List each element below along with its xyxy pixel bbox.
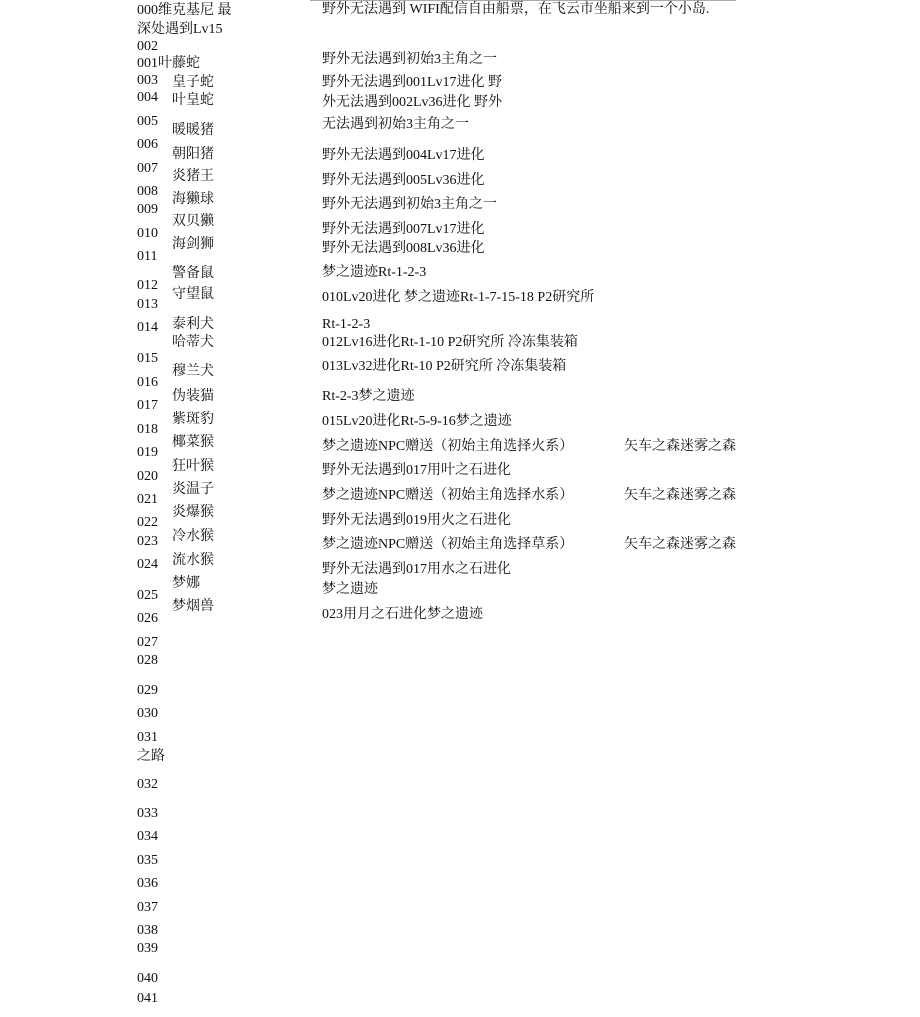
entry-number: 012	[137, 278, 158, 293]
entry-number: 013	[137, 297, 158, 312]
encounter-description: 野外无法遇到004Lv17进化	[322, 148, 485, 163]
pokemon-name: 伪装猫	[172, 389, 214, 404]
pokemon-name: 炎爆猴	[172, 505, 214, 520]
encounter-description: 野外无法遇到008Lv36进化	[322, 241, 485, 256]
location-text: 矢车之森迷雾之森	[624, 537, 736, 552]
entry-number: 024	[137, 557, 158, 572]
entry-number: 035	[137, 853, 158, 868]
entry-number: 021	[137, 492, 158, 507]
entry-number: 039	[137, 941, 158, 956]
entry-number: 033	[137, 806, 158, 821]
encounter-description: 野外无法遇到019用火之石进化	[322, 513, 511, 528]
encounter-description: 012Lv16进化Rt-1-10 P2研究所 冷冻集装箱	[322, 335, 578, 350]
pokemon-name: 海剑狮	[172, 237, 214, 252]
encounter-description: 外无法遇到002Lv36进化 野外	[322, 95, 503, 110]
encounter-description: Rt-1-2-3	[322, 317, 371, 332]
entry-number: 深处遇到Lv15	[137, 22, 223, 37]
entry-number: 006	[137, 137, 158, 152]
entry-number: 022	[137, 515, 158, 530]
pokemon-name: 警备鼠	[172, 266, 214, 281]
entry-number: 031	[137, 730, 158, 745]
pokemon-name: 皇子蛇	[172, 75, 214, 90]
entry-number: 038	[137, 923, 158, 938]
pokemon-name: 双贝獭	[172, 214, 214, 229]
entry-number: 009	[137, 202, 158, 217]
entry-number: 014	[137, 320, 158, 335]
entry-number: 003	[137, 73, 158, 88]
pokemon-name: 暖暖猪	[172, 123, 214, 138]
pokemon-name: 椰菜猴	[172, 435, 214, 450]
pokemon-name: 海獭球	[172, 192, 214, 207]
entry-number: 030	[137, 706, 158, 721]
pokemon-name: 梦烟兽	[172, 599, 214, 614]
pokemon-name: 叶皇蛇	[172, 93, 214, 108]
pokemon-name: 冷水猴	[172, 529, 214, 544]
encounter-description: 野外无法遇到初始3主角之一	[322, 52, 497, 67]
encounter-description: 野外无法遇到007Lv17进化	[322, 222, 485, 237]
entry-number: 010	[137, 226, 158, 241]
entry-number: 000维克基尼 最	[137, 3, 232, 18]
entry-number: 029	[137, 683, 158, 698]
entry-number: 028	[137, 653, 158, 668]
entry-number: 036	[137, 876, 158, 891]
entry-number: 017	[137, 398, 158, 413]
encounter-description: 野外无法遇到017用叶之石进化	[322, 463, 511, 478]
encounter-description: 梦之遗迹	[322, 582, 378, 597]
encounter-description: 023用月之石进化梦之遗迹	[322, 607, 483, 622]
entry-number: 025	[137, 588, 158, 603]
pokemon-name: 流水猴	[172, 553, 214, 568]
entry-number: 005	[137, 114, 158, 129]
entry-number: 008	[137, 184, 158, 199]
pokemon-name: 炎猪王	[172, 169, 214, 184]
encounter-description: 015Lv20进化Rt-5-9-16梦之遗迹	[322, 414, 512, 429]
entry-number: 041	[137, 991, 158, 1006]
pokemon-name: 梦娜	[172, 576, 200, 591]
encounter-description: 010Lv20进化 梦之遗迹Rt-1-7-15-18 P2研究所	[322, 290, 595, 305]
pokemon-name: 朝阳猪	[172, 147, 214, 162]
entry-number: 007	[137, 161, 158, 176]
pokemon-name: 泰利犬	[172, 317, 214, 332]
pokemon-name: 穆兰犬	[172, 364, 214, 379]
entry-number: 015	[137, 351, 158, 366]
entry-number: 011	[137, 249, 158, 264]
pokemon-name: 紫斑豹	[172, 412, 214, 427]
encounter-description: 梦之遗迹NPC赠送（初始主角选择火系）	[322, 439, 574, 454]
encounter-description: 野外无法遇到初始3主角之一	[322, 197, 497, 212]
encounter-description: 梦之遗迹NPC赠送（初始主角选择草系）	[322, 537, 574, 552]
pokemon-name: 哈蒂犬	[172, 335, 214, 350]
entry-number: 037	[137, 900, 158, 915]
entry-number: 023	[137, 534, 158, 549]
entry-number: 034	[137, 829, 158, 844]
top-rule	[310, 0, 736, 1]
encounter-description: 野外无法遇到001Lv17进化 野	[322, 75, 503, 90]
entry-number: 032	[137, 777, 158, 792]
entry-number: 026	[137, 611, 158, 626]
encounter-description: 无法遇到初始3主角之一	[322, 117, 469, 132]
entry-number: 004	[137, 90, 158, 105]
pokemon-name: 狂叶猴	[172, 459, 214, 474]
entry-number: 019	[137, 445, 158, 460]
encounter-description: 013Lv32进化Rt-10 P2研究所 冷冻集装箱	[322, 359, 567, 374]
entry-number: 之路	[137, 749, 165, 764]
encounter-description: 野外无法遇到005Lv36进化	[322, 173, 485, 188]
entry-number: 018	[137, 422, 158, 437]
location-text: 矢车之森迷雾之森	[624, 488, 736, 503]
pokemon-name: 炎温子	[172, 482, 214, 497]
entry-number: 020	[137, 469, 158, 484]
entry-number: 016	[137, 375, 158, 390]
encounter-description: 野外无法遇到 WIFI配信自由船票，在飞云市坐船来到一个小岛.	[322, 2, 710, 17]
entry-number: 002	[137, 39, 158, 54]
encounter-description: Rt-2-3梦之遗迹	[322, 389, 415, 404]
entry-number: 040	[137, 971, 158, 986]
encounter-description: 野外无法遇到017用水之石进化	[322, 562, 511, 577]
entry-number: 001叶藤蛇	[137, 56, 200, 71]
pokemon-name: 守望鼠	[172, 287, 214, 302]
entry-number: 027	[137, 635, 158, 650]
encounter-description: 梦之遗迹NPC赠送（初始主角选择水系）	[322, 488, 574, 503]
encounter-description: 梦之遗迹Rt-1-2-3	[322, 265, 427, 280]
location-text: 矢车之森迷雾之森	[624, 439, 736, 454]
